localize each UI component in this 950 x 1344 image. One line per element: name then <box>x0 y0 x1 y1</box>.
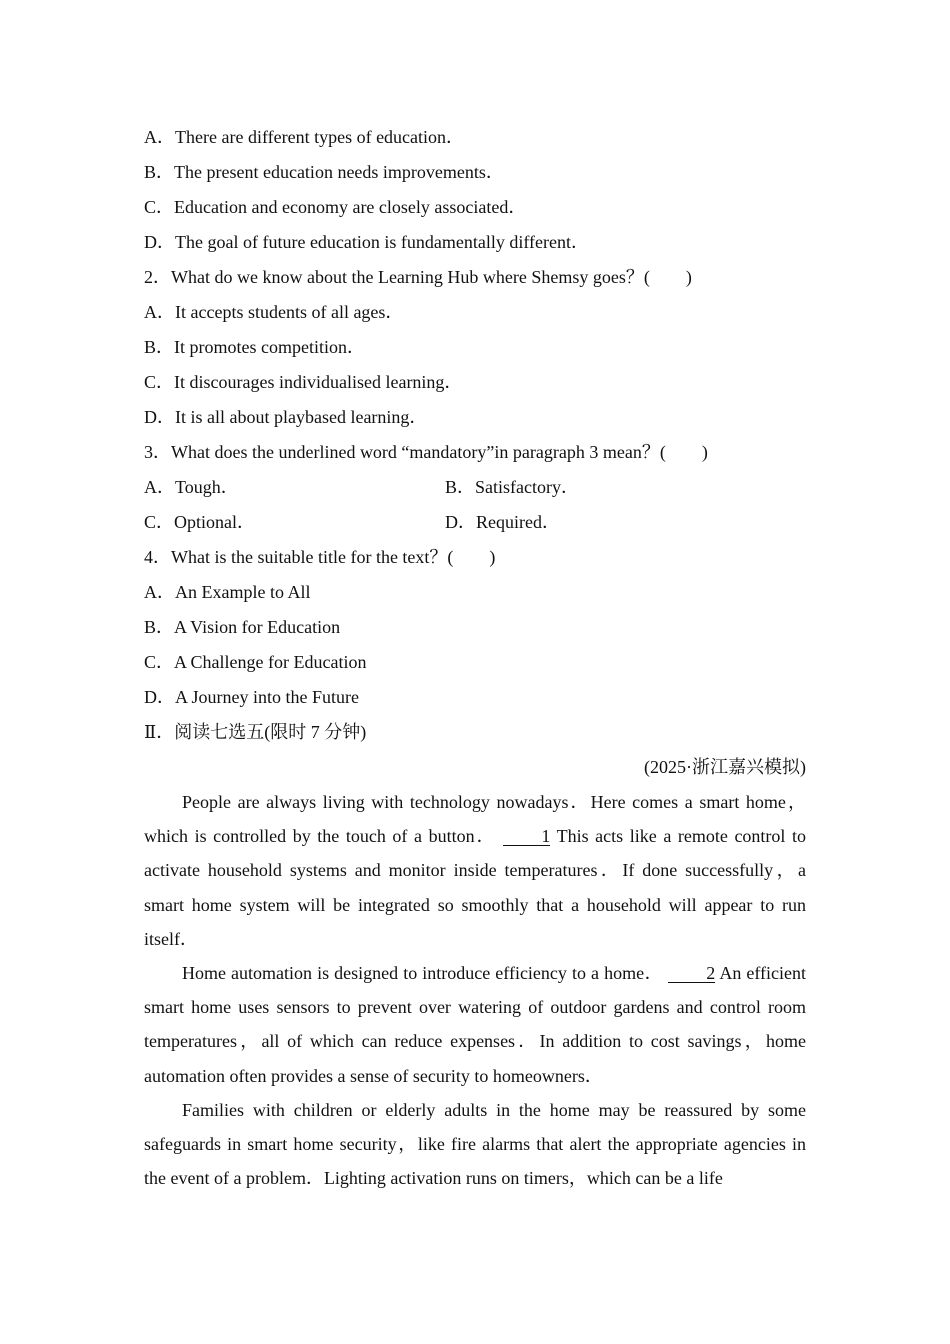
q4-option-a: A．An Example to All <box>144 582 311 602</box>
q2-option-b: B．It promotes competition． <box>144 337 365 357</box>
document-page <box>144 120 806 1195</box>
paragraph-1-text-a: People are always living with technology nowadays．Here comes a smart home，which is controlled by the touch of a button． <box>144 792 806 847</box>
passage-source: (2025·浙江嘉兴模拟) <box>644 757 806 777</box>
q3-options-row-1 <box>144 470 806 505</box>
q2-option-a: A．It accepts students of all ages． <box>144 302 404 322</box>
passage-paragraph-2 <box>144 956 806 1093</box>
passage-paragraph-3: Families with children or elderly adults in the home may be reassured by some safeguards in smart home security，like fire alarms that alert the appropriate agencies in the event of a problem．Lighting activation runs on timers，which can be a life <box>144 1099 806 1189</box>
q4-option-d: D．A Journey into the Future <box>144 687 359 707</box>
blank-2: 2 <box>668 964 715 983</box>
q1-option-d: D．The goal of future education is fundamentally different． <box>144 232 590 252</box>
paragraph-2-text-a: Home automation is designed to introduce efficiency to a home． <box>182 963 664 984</box>
q1-option-c: C．Education and economy are closely associated． <box>144 197 527 217</box>
q4-stem: 4．What is the suitable title for the text？( ) <box>144 547 496 567</box>
paragraph-1-text-b: This acts like a remote control to activate household systems and monitor inside temperatures．If done successfully，a smart home system will be integrated so smoothly that a household will appear to run itself． <box>144 826 807 949</box>
passage-paragraph-1 <box>144 785 806 956</box>
q3-option-c: C．Optional． <box>144 512 255 532</box>
paragraph-2-text-b: An efficient smart home uses sensors to prevent over watering of outdoor gardens and control room temperatures，all of which can reduce expenses．In addition to cost savings，home automation often provides a sense of security to homeowners． <box>144 963 807 1086</box>
blank-1: 1 <box>503 827 550 846</box>
q1-option-b: B．The present education needs improvements． <box>144 162 504 182</box>
q2-option-c: C．It discourages individualised learning． <box>144 372 463 392</box>
section-heading: Ⅱ．阅读七选五(限时 7 分钟) <box>144 722 367 742</box>
q3-option-a: A．Tough． <box>144 477 239 497</box>
q4-option-c: C．A Challenge for Education <box>144 652 367 672</box>
q3-stem: 3．What does the underlined word “mandatory”in paragraph 3 mean？( ) <box>144 442 708 462</box>
q3-option-d: D．Required． <box>445 512 560 532</box>
q2-stem: 2．What do we know about the Learning Hub where Shemsy goes？( ) <box>144 267 692 287</box>
q2-option-d: D．It is all about playbased learning． <box>144 407 428 427</box>
q1-option-a: A．There are different types of education． <box>144 127 465 147</box>
q4-option-b: B．A Vision for Education <box>144 617 341 637</box>
q3-options-row-2 <box>144 505 806 540</box>
q3-option-b: B．Satisfactory． <box>445 477 579 497</box>
